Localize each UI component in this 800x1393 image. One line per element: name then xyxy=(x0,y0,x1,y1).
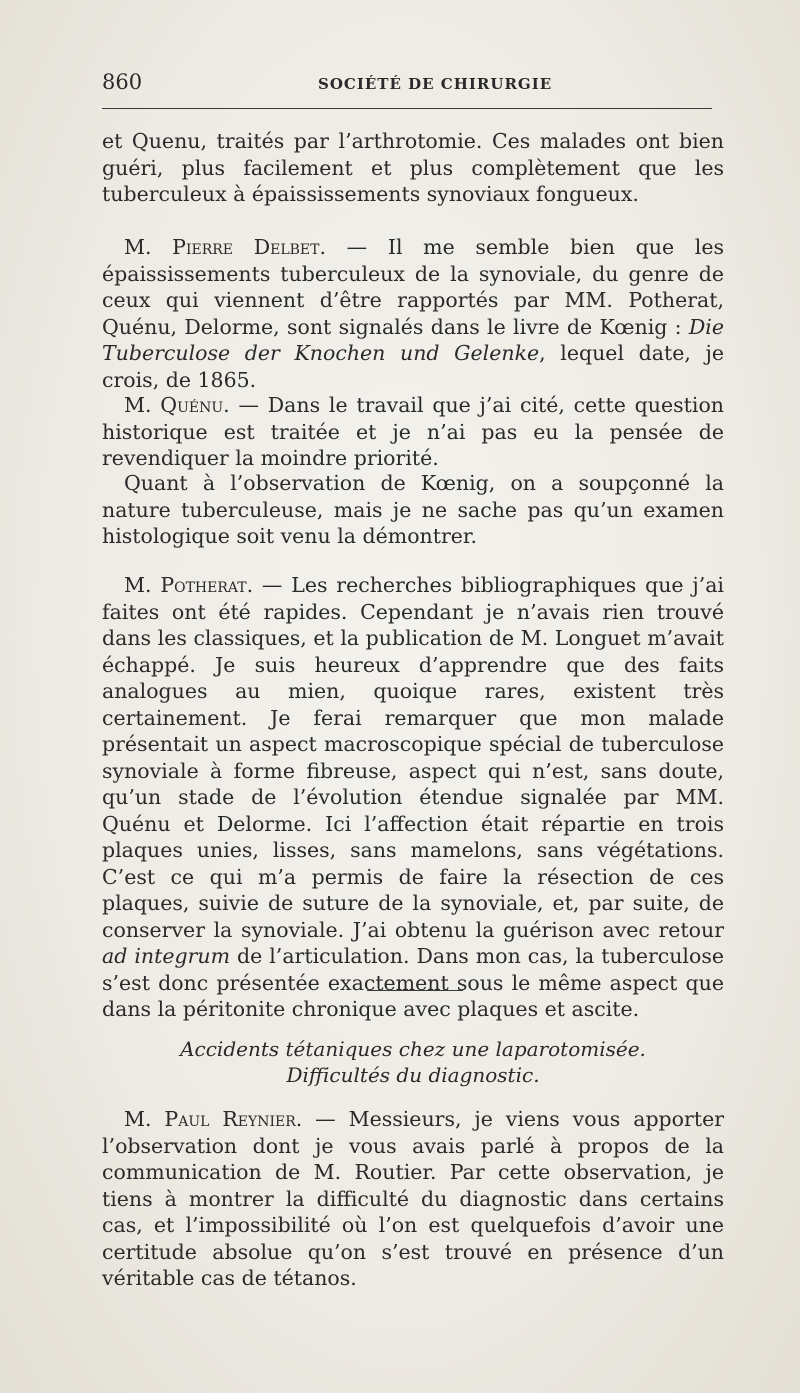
section-title-line2: Difficultés du diagnostic. xyxy=(286,1063,540,1087)
potherat-latin: ad integrum xyxy=(102,944,231,968)
paragraph-koenig: Quant à l’observation de Kœnig, on a soupçonné la nature tuberculeuse, mais je ne sache pas qu’un examen histologique soit venu la démontrer. xyxy=(102,471,724,548)
running-head: SOCIÉTÉ DE CHIRURGIE xyxy=(318,75,553,93)
speaker-delbet: M. Pierre Delbet. xyxy=(124,235,327,259)
section-divider xyxy=(367,990,463,991)
paragraph-reynier xyxy=(102,1106,724,1292)
paragraph-quenu xyxy=(102,392,724,472)
potherat-text-1: — Les recherches bibliographiques que j’ai faites ont été rapides. Cependant je n’avais rien trouvé dans les classiques, et la publication de M. Longuet m’avait échappé. Je suis heureux d’apprendre que des faits analogues au mien, quoique rares, existent très certainement. Je ferai remarquer que mon malade présentait un aspect macroscopique spécial de tuberculose synoviale à forme fibreuse, aspect qui n’est, sans doute, qu’un stade de l’évolution étendue signalée par MM. Quénu et Delorme. Ici l’affection était répartie en trois plaques unies, lisses, sans mamelons, sans végétations. C’est ce qui m’a permis de faire la résection de ces plaques, suivie de suture de la synoviale, et, par suite, de conserver la synoviale. J’ai obtenu la guérison avec retour xyxy=(102,573,724,942)
speaker-quenu: M. Quénu. xyxy=(124,393,230,417)
reynier-text: — Messieurs, je viens vous apporter l’observation dont je vous avais parlé à propos de la communication de M. Routier. Par cette observation, je tiens à montrer la difficulté du diagnostic dans certains cas, et l’impossibilité où l’on est quelquefois d’avoir une certitude absolue qu’on s’est trouvé en présence d’un véritable cas de tétanos. xyxy=(102,1107,724,1290)
section-title-line1: Accidents tétaniques chez une laparotomisée. xyxy=(180,1037,646,1061)
delbet-book-title: Die Tuberculose der Knochen und Gelenke xyxy=(102,314,724,365)
speaker-reynier: M. Paul Reynier. xyxy=(124,1107,303,1131)
delbet-text-2: , lequel date, je crois, de 1865. xyxy=(102,341,724,392)
header-rule xyxy=(102,108,712,109)
paragraph-potherat xyxy=(102,572,724,1023)
page-number: 860 xyxy=(102,70,143,94)
paragraph-delbet xyxy=(102,234,724,393)
potherat-text-2: de l’articulation. Dans mon cas, la tuberculose s’est donc présentée exactement sous le même aspect que dans la péritonite chronique avec plaques et ascite. xyxy=(102,944,724,1021)
paragraph-1: et Quenu, traités par l’arthrotomie. Ces malades ont bien guéri, plus facilement et plus complètement que les tuberculeux à épaississements synoviaux fongueux. xyxy=(102,129,724,206)
page-header xyxy=(102,66,722,98)
speaker-potherat: M. Potherat. xyxy=(124,573,254,597)
quenu-text: — Dans le travail que j’ai cité, cette question historique est traitée et je n’ai pas eu la pensée de revendiquer la moindre priorité. xyxy=(102,393,724,470)
delbet-text-1: — Il me semble bien que les épaississements tuberculeux de la synoviale, du genre de ceux qui viennent d’être rapportés par MM. Potherat, Quénu, Delorme, sont signalés dans le livre de Kœnig : xyxy=(102,235,725,339)
